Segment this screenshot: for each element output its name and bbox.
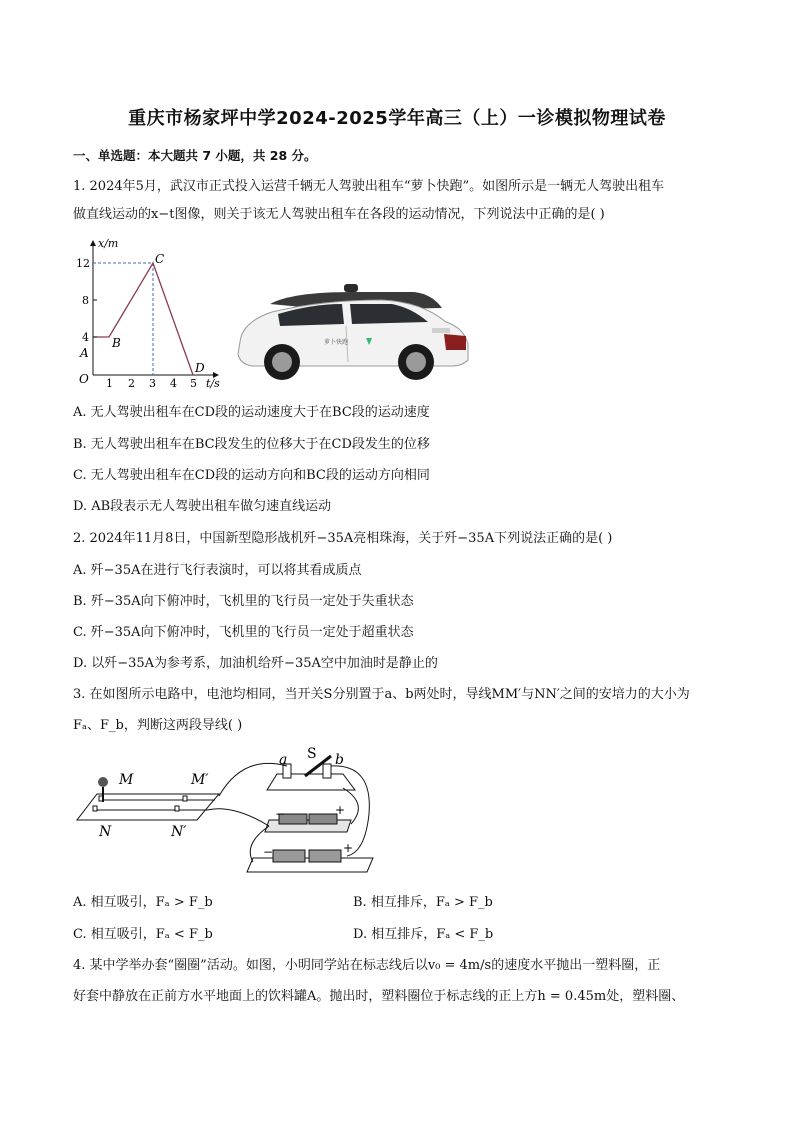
- ytick-12: 12: [76, 257, 90, 270]
- q2-option-c: C. 歼−35A向下俯冲时，飞机里的飞行员一定处于超重状态: [73, 625, 414, 640]
- exam-title: 重庆市杨家坪中学2024-2025学年高三（上）一诊模拟物理试卷: [128, 108, 666, 129]
- label-n-prime: N′: [171, 824, 187, 840]
- xt-line: [93, 263, 193, 375]
- q1-stem-line2: 做直线运动的x−t图像，则关于该无人驾驶出租车在各段的运动情况，下列说法中正确的是( ): [73, 207, 605, 222]
- label-b: b: [335, 752, 344, 768]
- q3-option-b: B. 相互排斥，Fₐ > F_b: [353, 895, 493, 910]
- label-m-prime: M′: [191, 772, 209, 788]
- q1-stem-line1: 1. 2024年5月，武汉市正式投入运营千辆无人驾驶出租车“萝卜快跑”。如图所示是一辆无人驾驶出租车: [73, 179, 665, 194]
- q3-circuit-diagram: [73, 744, 383, 884]
- label-a: a: [279, 752, 288, 768]
- x-axis-label: t/s: [206, 377, 220, 390]
- q1-option-a: A. 无人驾驶出租车在CD段的运动速度大于在BC段的运动速度: [73, 405, 430, 420]
- battery2-plus: +: [343, 841, 354, 855]
- q1-option-c: C. 无人驾驶出租车在CD段的运动方向和BC段的运动方向相同: [73, 468, 430, 483]
- point-b-label: B: [112, 336, 121, 350]
- q3-stem-line1: 3. 在如图所示电路中，电池均相同，当开关S分别置于a、b两处时，导线MM′与NN′之间的安培力的大小为: [73, 687, 690, 702]
- q2-option-d: D. 以歼−35A为参考系，加油机给歼−35A空中加油时是静止的: [73, 656, 438, 671]
- battery1-minus: −: [275, 807, 286, 821]
- q1-option-b: B. 无人驾驶出租车在BC段发生的位移大于在CD段发生的位移: [73, 437, 430, 452]
- robotaxi-car-image: [232, 282, 472, 384]
- xtick-3: 3: [149, 377, 156, 390]
- ytick-4: 4: [82, 331, 89, 344]
- battery1-plus: +: [335, 803, 346, 817]
- q3-option-c: C. 相互吸引，Fₐ < F_b: [73, 927, 213, 942]
- q3-option-d: D. 相互排斥，Fₐ < F_b: [353, 927, 494, 942]
- car-sign-text: 萝卜快跑: [324, 339, 349, 346]
- q2-option-b: B. 歼−35A向下俯冲时，飞机里的飞行员一定处于失重状态: [73, 594, 414, 609]
- q4-stem-line2: 好套中静放在正前方水平地面上的饮料罐A。抛出时，塑料圈位于标志线的正上方h = 0.45m处，塑料圈、: [73, 989, 685, 1004]
- q3-stem-line2: Fₐ、F_b，判断这两段导线( ): [73, 718, 243, 733]
- label-s: S: [307, 746, 317, 762]
- label-m: M: [119, 772, 134, 788]
- q1-option-d: D. AB段表示无人驾驶出租车做匀速直线运动: [73, 499, 332, 514]
- q2-option-a: A. 歼−35A在进行飞行表演时，可以将其看成质点: [73, 563, 362, 578]
- xtick-5: 5: [190, 377, 197, 390]
- ytick-8: 8: [82, 294, 89, 307]
- point-a-label: A: [80, 346, 89, 360]
- q1-xt-graph: [76, 235, 226, 395]
- y-axis-label: x/m: [98, 237, 119, 250]
- q2-stem: 2. 2024年11月8日，中国新型隐形战机歼−35A亮相珠海，关于歼−35A下列说法正确的是( ): [73, 531, 613, 546]
- label-n: N: [99, 824, 112, 840]
- origin-label: O: [79, 372, 89, 386]
- point-d-label: D: [195, 361, 205, 375]
- point-c-label: C: [155, 252, 165, 266]
- xtick-2: 2: [128, 377, 135, 390]
- battery2-minus: −: [263, 845, 274, 859]
- q3-option-a: A. 相互吸引，Fₐ > F_b: [73, 895, 213, 910]
- xtick-1: 1: [106, 377, 113, 390]
- q4-stem-line1: 4. 某中学举办套“圈圈”活动。如图，小明同学站在标志线后以v₀ = 4m/s的速度水平抛出一塑料圈，正: [73, 958, 661, 973]
- xtick-4: 4: [170, 377, 177, 390]
- section-heading: 一、单选题：本大题共 7 小题，共 28 分。: [73, 148, 317, 163]
